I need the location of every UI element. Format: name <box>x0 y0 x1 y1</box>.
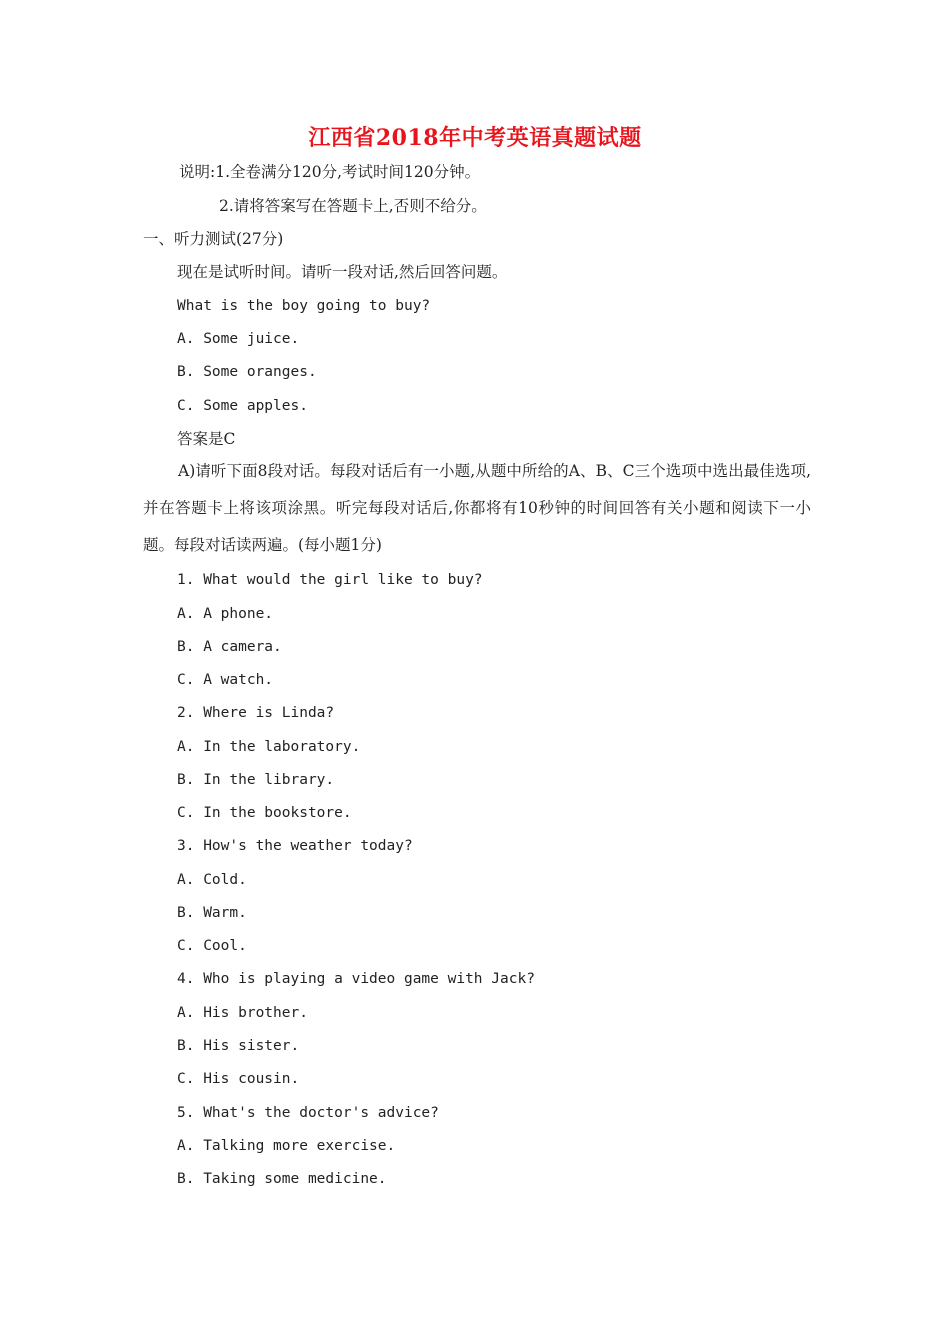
question-4-option-c: C. His cousin. <box>177 1071 300 1087</box>
practice-option-c: C. Some apples. <box>177 398 308 414</box>
question-1-option-c: C. A watch. <box>177 672 274 688</box>
question-3-option-a: A. Cold. <box>177 872 247 888</box>
question-2-option-a: A. In the laboratory. <box>177 739 361 755</box>
question-3-option-b: B. Warm. <box>177 905 247 921</box>
question-4: 4. Who is playing a video game with Jack? <box>177 971 535 987</box>
question-3: 3. How's the weather today? <box>177 838 413 854</box>
question-2-option-c: C. In the bookstore. <box>177 805 352 821</box>
practice-intro: 现在是试听时间。请听一段对话,然后回答问题。 <box>177 263 508 281</box>
exam-note-2: 2.请将答案写在答题卡上,否则不给分。 <box>219 197 487 215</box>
question-1: 1. What would the girl like to buy? <box>177 572 483 588</box>
practice-option-b: B. Some oranges. <box>177 364 317 380</box>
question-5-option-b: B. Taking some medicine. <box>177 1171 387 1187</box>
question-2-option-b: B. In the library. <box>177 772 335 788</box>
question-4-option-a: A. His brother. <box>177 1005 308 1021</box>
practice-question: What is the boy going to buy? <box>177 298 431 314</box>
question-3-option-c: C. Cool. <box>177 938 247 954</box>
question-1-option-a: A. A phone. <box>177 606 274 622</box>
question-1-option-b: B. A camera. <box>177 639 282 655</box>
part-a-instructions: A)请听下面8段对话。每段对话后有一小题,从题中所给的A、B、C三个选项中选出最佳选项,并在答题卡上将该项涂黑。听完每段对话后,你都将有10秒钟的时间回答有关小题和阅读下一小题。每段对话读两遍。(每小题1分) <box>143 462 811 554</box>
practice-answer: 答案是C <box>177 430 236 448</box>
page-title: 江西省2018年中考英语真题试题 <box>308 125 642 151</box>
practice-option-a: A. Some juice. <box>177 331 300 347</box>
question-2: 2. Where is Linda? <box>177 705 335 721</box>
exam-note-1: 说明:1.全卷满分120分,考试时间120分钟。 <box>179 163 481 181</box>
section-heading-listening: 一、听力测试(27分) <box>143 230 284 248</box>
question-4-option-b: B. His sister. <box>177 1038 300 1054</box>
question-5-option-a: A. Talking more exercise. <box>177 1138 396 1154</box>
question-5: 5. What's the doctor's advice? <box>177 1105 439 1121</box>
